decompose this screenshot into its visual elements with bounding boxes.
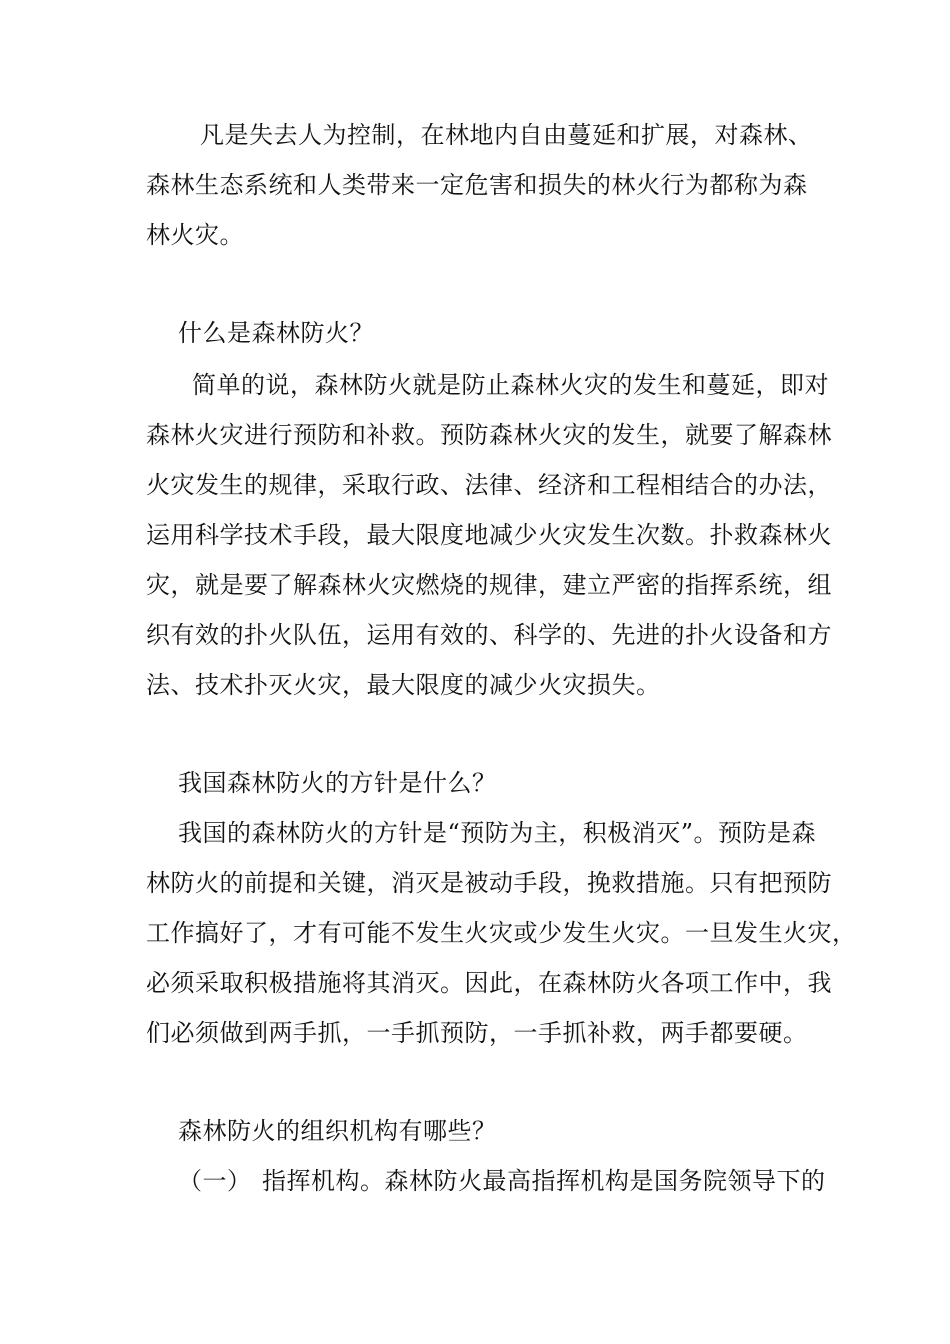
definition-line-1: 凡是失去人为控制，在林地内自由蔓延和扩展，对森林、	[200, 121, 813, 149]
section-heading-organizations: 森林防火的组织机构有哪些？	[178, 1117, 497, 1145]
section2-line-3: 工作搞好了，才有可能不发生火灾或少发生火灾。一旦发生火灾，	[146, 919, 857, 947]
definition-line-2: 森林生态系统和人类带来一定危害和损失的林火行为都称为森	[146, 171, 808, 199]
section1-line-5: 灾，就是要了解森林火灾燃烧的规律，建立严密的指挥系统，组	[146, 571, 832, 599]
section2-line-1: 我国的森林防火的方针是“预防为主，积极消灭”。预防是森	[178, 819, 817, 847]
list-item-1-marker: （一）	[178, 1167, 252, 1195]
section1-line-1: 简单的说，森林防火就是防止森林火灾的发生和蔓延，即对	[192, 371, 829, 399]
section1-line-4: 运用科学技术手段，最大限度地减少火灾发生次数。扑救森林火	[146, 521, 832, 549]
definition-line-3: 林火灾。	[146, 221, 244, 249]
section2-line-5: 们必须做到两手抓，一手抓预防，一手抓补救，两手都要硬。	[146, 1019, 808, 1047]
section2-line-4: 必须采取积极措施将其消灭。因此，在森林防火各项工作中，我	[146, 969, 832, 997]
section1-line-6: 织有效的扑火队伍，运用有效的、科学的、先进的扑火设备和方	[146, 621, 832, 649]
section1-line-2: 森林火灾进行预防和补救。预防森林火灾的发生，就要了解森林	[146, 421, 832, 449]
section2-line-2: 林防火的前提和关键，消灭是被动手段，挽救措施。只有把预防	[146, 869, 832, 897]
section1-line-7: 法、技术扑灭火灾，最大限度的减少火灾损失。	[146, 671, 661, 699]
section1-line-3: 火灾发生的规律，采取行政、法律、经济和工程相结合的办法，	[146, 471, 832, 499]
list-item-1-text: 指挥机构。森林防火最高指挥机构是国务院领导下的	[262, 1167, 826, 1195]
section-heading-national-policy: 我国森林防火的方针是什么？	[178, 769, 497, 797]
section-heading-what-is-forest-fire-prevention: 什么是森林防火？	[178, 319, 374, 347]
